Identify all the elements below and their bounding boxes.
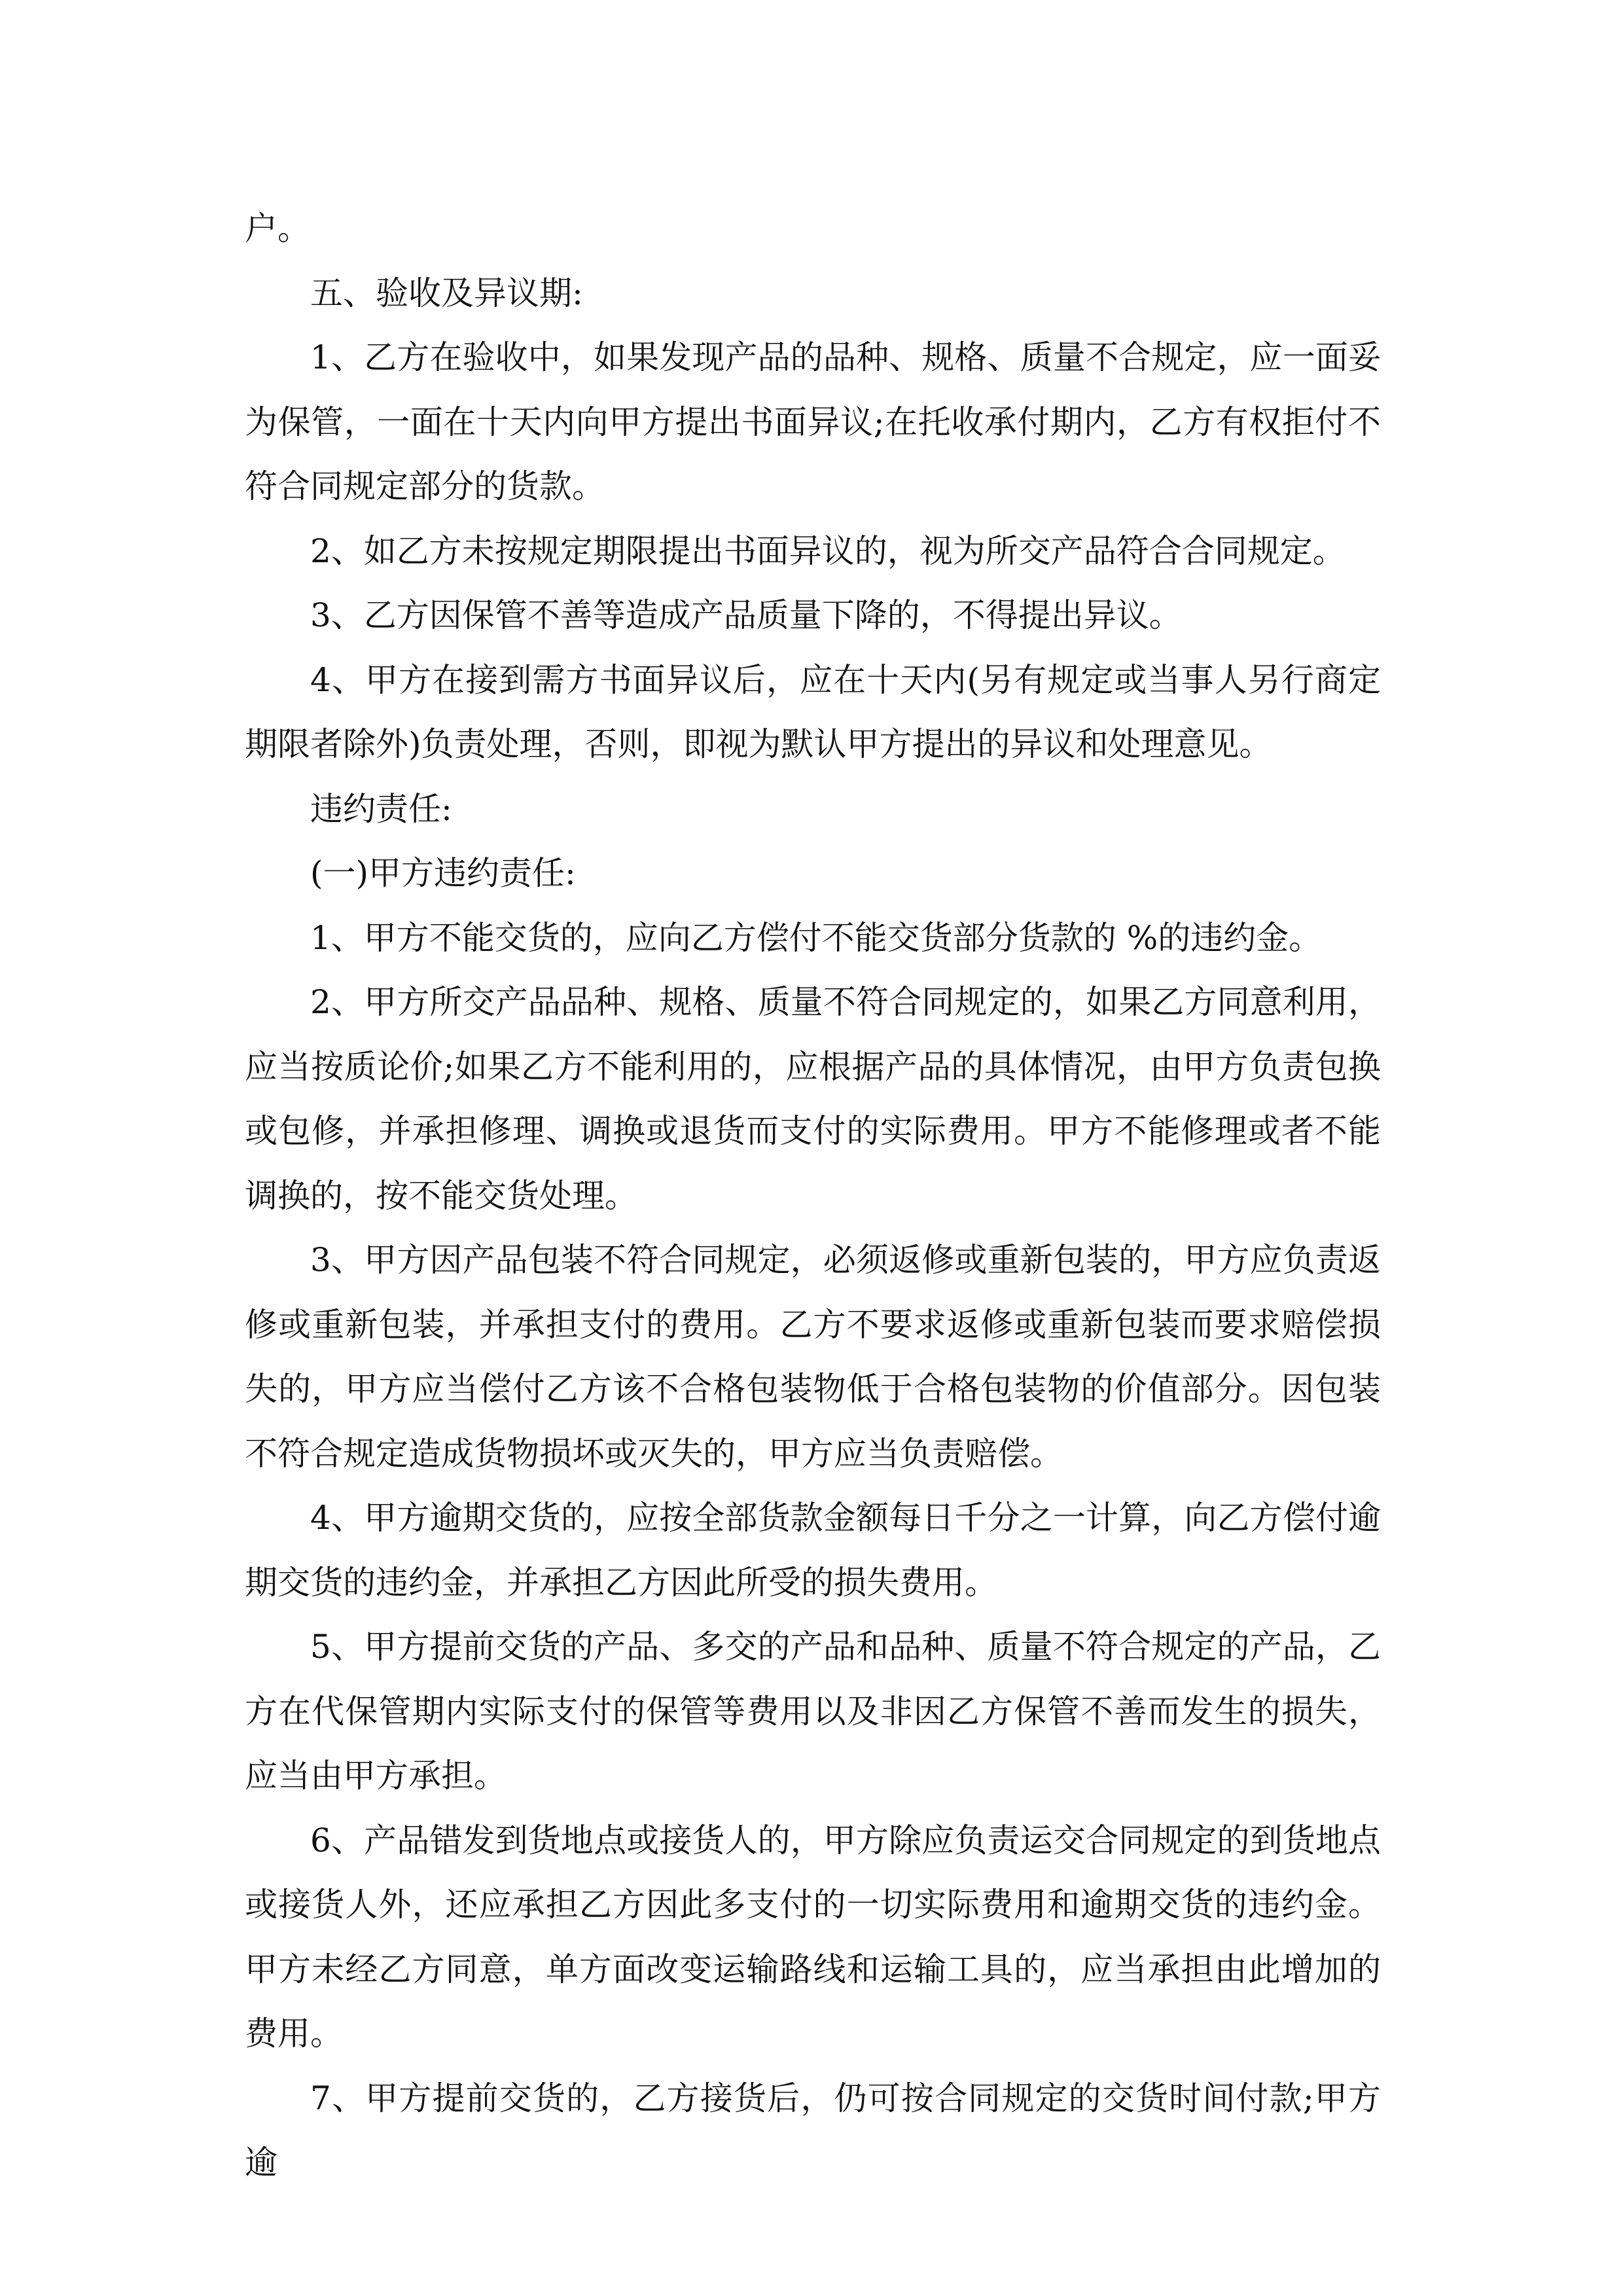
paragraph: 7、甲方提前交货的，乙方接货后，仍可按合同规定的交货时间付款;甲方逾: [245, 2079, 1381, 2181]
paragraph: 2、如乙方未按规定期限提出书面异议的，视为所交产品符合合同规定。: [310, 531, 1346, 570]
paragraph: 6、产品错发到货地点或接货人的，甲方除应负责运交合同规定的到货地点或接货人外，还应承担乙方因此多支付的一切实际费用和逾期交货的违约金。甲方未经乙方同意，单方面改变运输路线和运输工具的，应当承担由此增加的费用。: [245, 1821, 1381, 2053]
paragraph: 5、甲方提前交货的产品、多交的产品和品种、质量不符合规定的产品，乙方在代保管期内实际支付的保管等费用以及非因乙方保管不善而发生的损失，应当由甲方承担。: [245, 1628, 1381, 1795]
paragraph: 3、甲方因产品包装不符合同规定，必须返修或重新包装的，甲方应负责返修或重新包装，并承担支付的费用。乙方不要求返修或重新包装而要求赔偿损失的，甲方应当偿付乙方该不合格包装物低于合格包装物的价值部分。因包装不符合规定造成货物损坏或灭失的，甲方应当负责赔偿。: [245, 1241, 1381, 1473]
paragraph: 4、甲方逾期交货的，应按全部货款金额每日千分之一计算，向乙方偿付逾期交货的违约金，并承担乙方因此所受的损失费用。: [245, 1499, 1381, 1602]
paragraph: 4、甲方在接到需方书面异议后，应在十天内(另有规定或当事人另行商定期限者除外)负责处理，否则，即视为默认甲方提出的异议和处理意见。: [245, 660, 1381, 763]
paragraph: 3、乙方因保管不善等造成产品质量下降的，不得提出异议。: [310, 596, 1182, 634]
paragraph: 2、甲方所交产品品种、规格、质量不符合同规定的，如果乙方同意利用，应当按质论价;如果乙方不能利用的，应根据产品的具体情况，由甲方负责包换或包修，并承担修理、调换或退货而支付的实际费用。甲方不能修理或者不能调换的，按不能交货处理。: [245, 983, 1381, 1215]
subsection-heading-party-a: (一)甲方违约责任:: [310, 854, 576, 892]
section-heading-liability: 违约责任:: [310, 789, 452, 828]
paragraph-continuation: 户。: [245, 209, 310, 247]
paragraph: 1、乙方在验收中，如果发现产品的品种、规格、质量不合规定，应一面妥为保管，一面在十天内向甲方提出书面异议;在托收承付期内，乙方有权拒付不符合同规定部分的货款。: [245, 338, 1381, 505]
document-body: [245, 196, 1381, 2195]
section-heading-acceptance: 五、验收及异议期:: [310, 274, 583, 312]
paragraph: 1、甲方不能交货的，应向乙方偿付不能交货部分货款的 %的违约金。: [310, 918, 1322, 957]
